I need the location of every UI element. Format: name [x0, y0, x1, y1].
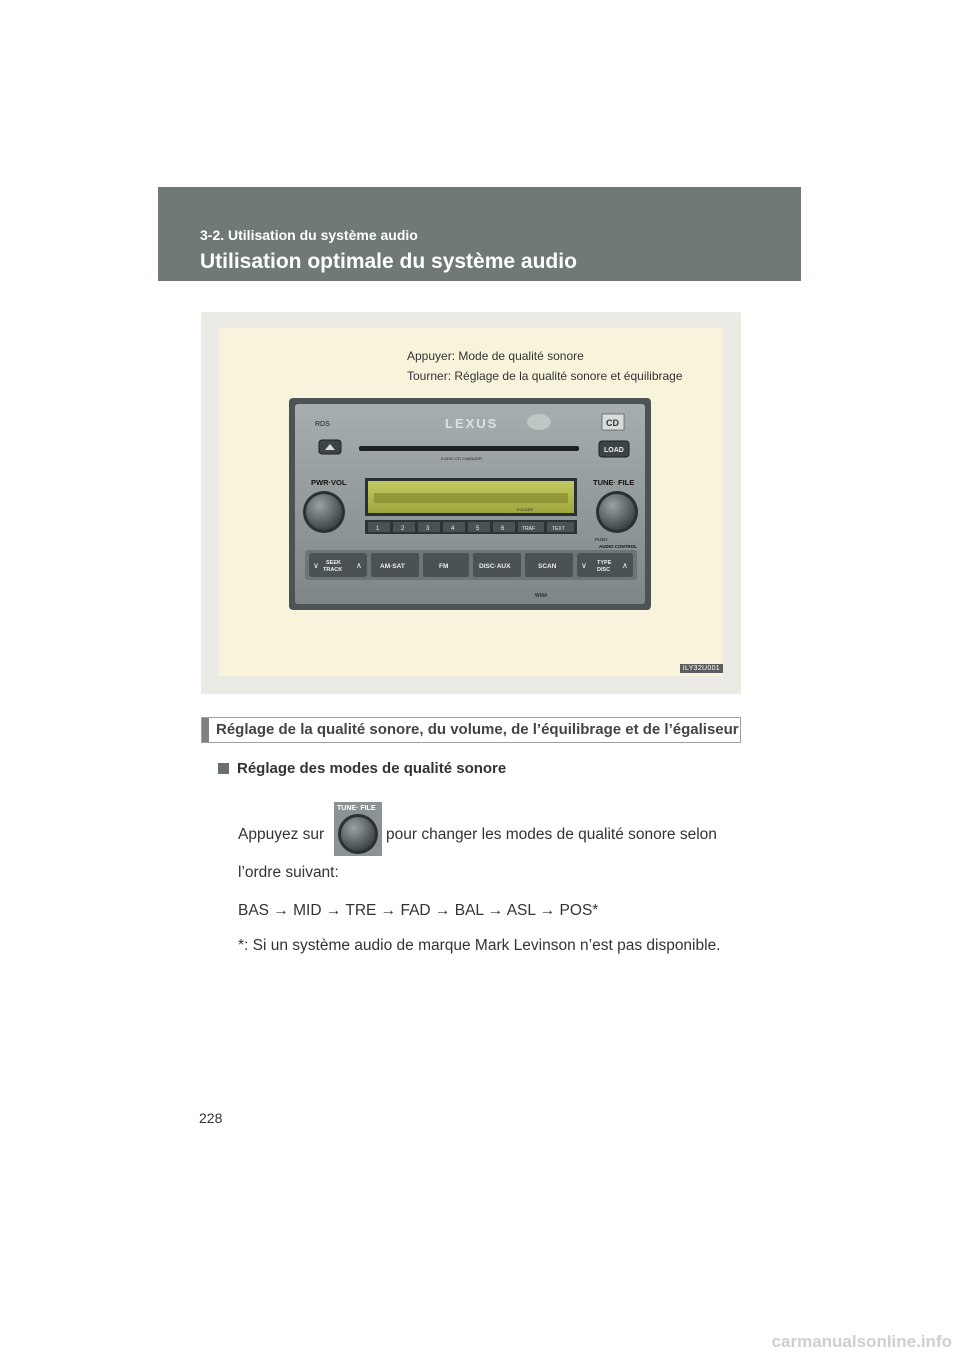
svg-text:TUNE· FILE: TUNE· FILE — [593, 478, 635, 487]
svg-text:TYPE: TYPE — [597, 560, 612, 566]
svg-text:CD: CD — [606, 418, 619, 428]
bullet-heading-text: Réglage des modes de qualité sonore — [237, 760, 507, 777]
svg-text:FOLDER: FOLDER — [517, 507, 534, 512]
svg-text:PWR·VOL: PWR·VOL — [311, 478, 347, 487]
svg-text:TUNE· FILE: TUNE· FILE — [337, 805, 376, 812]
chapter-header — [158, 187, 801, 281]
watermark: carmanualsonline.info — [771, 1332, 952, 1351]
rds-logo: RDS — [315, 421, 330, 428]
subsection-heading — [201, 717, 741, 743]
page-title: Utilisation optimale du système audio — [200, 250, 577, 273]
mode-sequence: BAS → MID → TRE → FAD → BAL → ASL → POS* — [238, 902, 599, 919]
section-label: 3-2. Utilisation du système audio — [200, 227, 418, 243]
svg-text:2: 2 — [401, 526, 405, 532]
svg-text:∧: ∧ — [622, 561, 628, 570]
svg-text:FM: FM — [439, 563, 449, 570]
svg-text:AUDIO CONTROL: AUDIO CONTROL — [599, 544, 637, 549]
svg-text:PUSH: PUSH — [595, 537, 608, 542]
disc-slot — [359, 446, 579, 451]
footnote: *: Si un système audio de marque Mark Levinson n’est pas disponible. — [238, 937, 721, 954]
tune-file-knob-icon — [334, 802, 382, 856]
svg-text:∨: ∨ — [581, 561, 587, 570]
svg-text:LOAD: LOAD — [604, 447, 624, 454]
svg-text:DISC·AUX: DISC·AUX — [479, 563, 511, 570]
callout-line-turn: Tourner: Réglage de la qualité sonore et équilibrage — [407, 369, 683, 383]
figure-id: ILY32U001 — [680, 664, 723, 673]
svg-text:5: 5 — [476, 526, 480, 532]
figure-frame — [201, 312, 741, 694]
svg-text:TRAF: TRAF — [522, 526, 536, 532]
wma-logo: WMA — [535, 593, 548, 599]
svg-text:1: 1 — [376, 526, 380, 532]
svg-text:SCAN: SCAN — [538, 563, 557, 570]
svg-text:4: 4 — [451, 526, 455, 532]
page-number: 228 — [199, 1110, 223, 1126]
audio-head-unit — [219, 328, 723, 676]
svg-text:DISC: DISC — [597, 567, 611, 573]
subsection-title: Réglage de la qualité sonore, du volume, de l’équilibrage et de l’égaliseur — [216, 721, 739, 738]
instruction-pour: pour changer les modes de qualité sonore selon — [386, 826, 717, 843]
svg-text:∧: ∧ — [356, 561, 362, 570]
instruction-appuyez: Appuyez sur — [238, 826, 325, 843]
svg-text:TEXT: TEXT — [552, 526, 565, 532]
bullet-heading — [218, 760, 506, 777]
svg-text:AM·SAT: AM·SAT — [380, 563, 405, 570]
figure-illustration — [219, 328, 723, 676]
lexus-logo: LEXUS — [445, 416, 499, 431]
square-bullet-icon — [218, 763, 229, 774]
svg-text:6 DISC CD CHANGER: 6 DISC CD CHANGER — [441, 456, 482, 461]
subsection-accent — [202, 718, 209, 742]
callout-line-push: Appuyer: Mode de qualité sonore — [407, 349, 584, 363]
svg-text:SEEK: SEEK — [326, 560, 341, 566]
svg-text:6: 6 — [501, 526, 505, 532]
svg-text:∨: ∨ — [313, 561, 319, 570]
instruction-ordre: l’ordre suivant: — [238, 864, 339, 881]
svg-text:3: 3 — [426, 526, 430, 532]
svg-text:TRACK: TRACK — [323, 567, 343, 573]
